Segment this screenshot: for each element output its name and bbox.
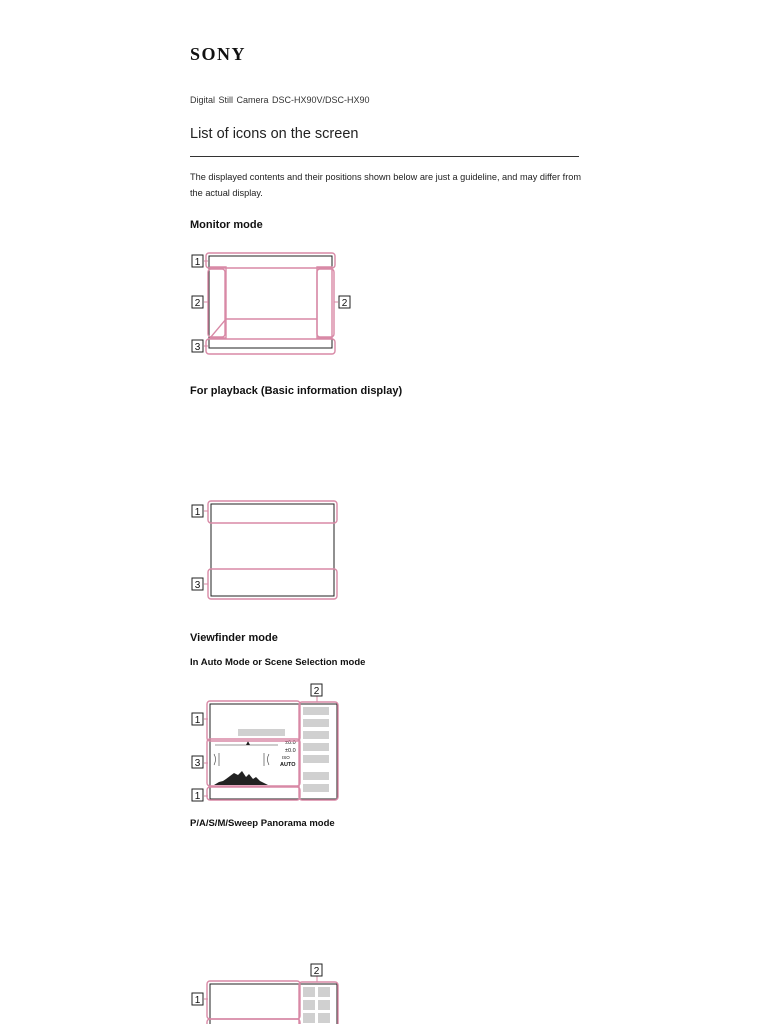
area-3-highlight [208,569,337,599]
area-1-highlight [206,253,335,268]
callout-1b: 1 [194,791,201,802]
callout-2: 2 [313,686,320,697]
viewfinder-pasm-diagram [186,962,346,1024]
heading-viewfinder-mode: Viewfinder mode [190,632,278,644]
ev-readout-a: ±0.0 [285,740,296,746]
sony-logo: SONY [190,44,247,64]
area-3-highlight [206,339,335,354]
screen-frame [209,256,332,348]
heading-playback: For playback (Basic information display) [190,385,403,397]
heading-auto-scene: In Auto Mode or Scene Selection mode [190,657,366,668]
playback-diagram [186,496,346,606]
callout-1: 1 [194,257,201,268]
callout-3: 3 [194,580,201,591]
callout-2-right: 2 [341,298,348,309]
callout-1: 1 [194,507,201,518]
callout-2-left: 2 [194,298,201,309]
heading-monitor-mode: Monitor mode [190,219,263,231]
product-line: Digital Still Camera DSC-HX90V/DSC-HX90 [190,95,370,105]
heading-pasm: P/A/S/M/Sweep Panorama mode [190,818,335,829]
callout-3: 3 [194,758,201,769]
callout-1: 1 [194,995,201,1006]
callout-3: 3 [194,342,201,353]
callout-1: 1 [194,715,201,726]
viewfinder-auto-diagram [186,682,346,804]
page-title: List of icons on the screen [190,126,359,142]
monitor-mode-diagram [186,248,356,358]
area-2-highlight [210,267,332,338]
ev-readout-b: ±0.0 [285,748,296,754]
iso-value: AUTO [280,762,296,768]
callout-2: 2 [313,966,320,977]
intro-text: The displayed contents and their positions shown below are just a guideline, and may differ from the actual display. [190,172,582,198]
area-1b-highlight [207,787,300,800]
title-divider [190,156,579,157]
iso-label: ISO [282,755,290,760]
